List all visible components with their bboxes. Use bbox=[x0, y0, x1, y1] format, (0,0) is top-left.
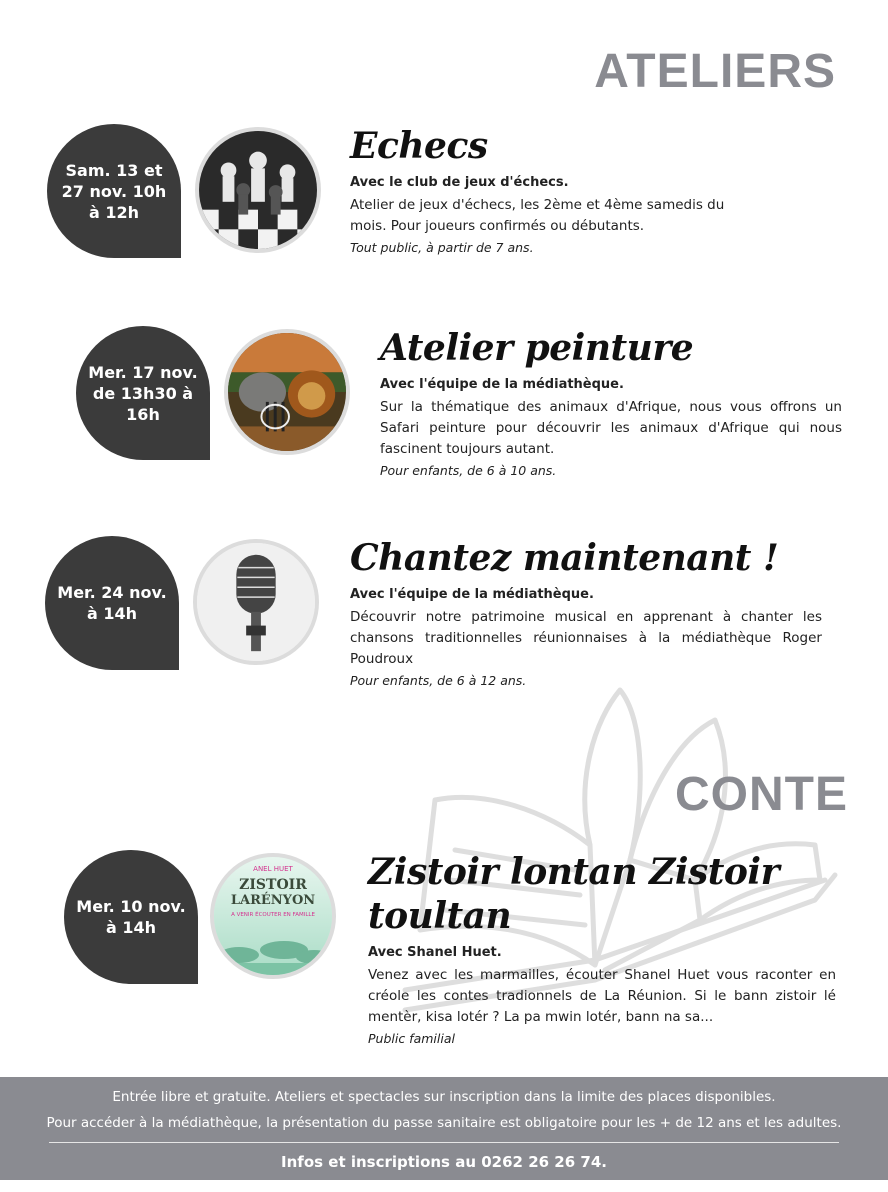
event-title: Echecs bbox=[350, 125, 488, 167]
event-host: Avec le club de jeux d'échecs. bbox=[350, 175, 569, 190]
footer-entry-info: Entrée libre et gratuite. Ateliers et spectacles sur inscription dans la limite des places disponibles. bbox=[112, 1089, 776, 1105]
cover-top-line: ANEL HUET bbox=[253, 865, 293, 873]
event-audience: Pour enfants, de 6 à 10 ans. bbox=[380, 463, 557, 478]
event-zistoir bbox=[368, 850, 836, 1048]
section-title-ateliers: ATELIERS bbox=[594, 45, 836, 98]
event-host: Avec Shanel Huet. bbox=[368, 945, 502, 960]
event-audience: Tout public, à partir de 7 ans. bbox=[350, 240, 534, 255]
date-text: Mer. 17 nov. de 13h30 à 16h bbox=[88, 362, 198, 424]
date-text: Mer. 24 nov. à 14h bbox=[57, 583, 167, 623]
book-cover-photo bbox=[210, 853, 336, 979]
cover-title-line1: ZISTOIR bbox=[239, 877, 307, 893]
event-host: Avec l'équipe de la médiathèque. bbox=[350, 587, 594, 602]
cover-subtitle: A VENIR ÉCOUTER EN FAMILLE bbox=[231, 912, 315, 918]
event-audience: Public familial bbox=[368, 1031, 455, 1046]
event-title: Chantez maintenant ! bbox=[350, 537, 779, 579]
event-description: Sur la thématique des animaux d'Afrique, nous vous offrons un Safari peinture pour découvrir les animaux d'Afrique qui nous fascinent toujours autant. bbox=[380, 399, 842, 457]
event-description: Atelier de jeux d'échecs, les 2ème et 4ème samedis du mois. Pour joueurs confirmés ou débutants. bbox=[350, 197, 725, 234]
microphone-photo bbox=[193, 539, 319, 665]
event-chantez-maintenant bbox=[350, 536, 822, 690]
event-host: Avec l'équipe de la médiathèque. bbox=[380, 377, 624, 392]
event-audience: Pour enfants, de 6 à 12 ans. bbox=[350, 673, 527, 688]
event-echecs bbox=[350, 124, 740, 257]
palm-trees-icon bbox=[214, 925, 332, 975]
date-badge bbox=[76, 326, 210, 460]
footer-divider bbox=[49, 1142, 839, 1143]
section-title-conte: CONTE bbox=[675, 768, 848, 821]
event-description: Venez avec les marmailles, écouter Shanel Huet vous raconter en créole les contes tradionnels de La Réunion. Si le bann zistoir lé mentèr, kisa lotér ? La pa mwin lotér, bann na sa... bbox=[368, 967, 836, 1025]
african-animals-photo bbox=[224, 329, 350, 455]
event-description: Découvrir notre patrimoine musical en apprenant à chanter les chansons traditionnelles réunionnaises à la médiathèque Roger Poudroux bbox=[350, 609, 822, 667]
date-text: Mer. 10 nov. à 14h bbox=[76, 897, 186, 937]
event-title: Atelier peinture bbox=[380, 327, 694, 369]
cover-title-line2: LARÉNYON bbox=[230, 893, 316, 908]
footer-sanitary-info: Pour accéder à la médiathèque, la présentation du passe sanitaire est obligatoire pour les + de 12 ans et les adultes. bbox=[46, 1115, 842, 1131]
date-badge bbox=[45, 536, 179, 670]
date-badge bbox=[64, 850, 198, 984]
date-text: Sam. 13 et 27 nov. 10h à 12h bbox=[61, 160, 167, 222]
chess-pieces-photo bbox=[195, 127, 321, 253]
date-badge bbox=[47, 124, 181, 258]
footer-banner bbox=[0, 1077, 888, 1180]
event-atelier-peinture bbox=[380, 326, 842, 480]
footer-contact: Infos et inscriptions au 0262 26 26 74. bbox=[281, 1153, 607, 1171]
event-title: Zistoir lontan Zistoir toultan bbox=[368, 851, 780, 937]
